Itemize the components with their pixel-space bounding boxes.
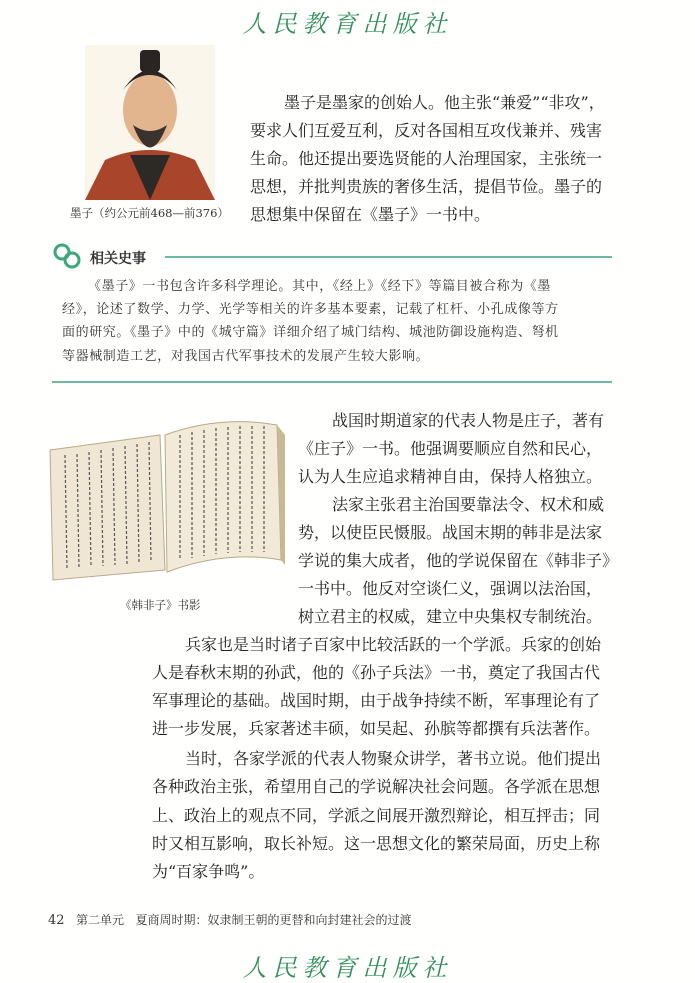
body-line: 兵家也是当时诸子百家中比较活跃的一个学派。兵家的创始 [185,635,602,654]
body-line: 法家主张君主治国要靠法令、权术和威 [332,495,605,514]
unit-title: 夏商周时期：奴隶制王朝的更替和向封建社会的过渡 [135,913,412,927]
related-events-icon [52,242,82,270]
divider [52,381,612,383]
related-line: 经》，论述了数学、力学、光学等相关的许多基本要素，记载了杠杆、小孔成像等方 [62,302,559,317]
hanfeizi-book-image [45,410,285,585]
body-line: 当时，各家学派的代表人物聚众讲学，著书立说。他们提出 [185,749,602,768]
portrait-caption: 墨子（约公元前468—前376） [70,206,229,220]
mozi-portrait [85,45,215,200]
body-line: 上、政治上的观点不同，学派之间展开激烈辩论，相互抨击；同 [152,806,601,825]
para1-line: 生命。他还提出要选贤能的人治理国家，主张统一 [250,149,603,168]
publisher-logo-top: 人民教育出版社 [242,10,453,38]
page-number: 42 [48,913,65,928]
para1-line: 要求人们互爱互利，反对各国相互攻伐兼并、残害 [250,121,603,140]
unit-label: 第二单元 [76,913,125,927]
body-line: 为“百家争鸣”。 [152,862,265,881]
body-line: 认为人生应追求精神自由，保持人格独立。 [298,467,603,486]
body-line: 进一步发展，兵家著述丰硕，如吴起、孙膑等都撰有兵法著作。 [152,719,601,738]
related-line: 等器械制造工艺，对我国古代军事技术的发展产生较大影响。 [62,349,430,364]
para1-line: 思想集中保留在《墨子》一书中。 [250,205,491,224]
body-line: 军事理论的基础。战国时期，由于战争持续不断，军事理论有了 [152,691,601,710]
body-line: 势，以使臣民慑服。战国末期的韩非是法家 [298,523,603,542]
related-events-title: 相关史事 [90,251,146,267]
body-line: 人是春秋末期的孙武，他的《孙子兵法》一书，奠定了我国古代 [152,663,601,682]
body-line: 时又相互影响，取长补短。这一思想文化的繁荣局面，历史上称 [152,834,601,853]
book-caption: 《韩非子》书影 [120,598,201,612]
body-line: 一书中。他反对空谈仁义，强调以法治国， [298,579,603,598]
para1-line: 墨子是墨家的创始人。他主张“兼爱”“非攻”， [284,93,605,112]
page-footer [48,911,411,928]
related-line: 面的研究。《墨子》中的《城守篇》详细介绍了城门结构、城池防御设施构造、弩机 [62,325,559,340]
para1-line: 思想，并批判贵族的奢侈生活，提倡节俭。墨子的 [250,177,603,196]
divider [165,256,612,258]
body-line: 战国时期道家的代表人物是庄子，著有 [332,411,605,430]
body-line: 树立君主的权威，建立中央集权专制统治。 [298,607,603,626]
body-line: 各种政治主张，希望用自己的学说解决社会问题。各学派在思想 [152,777,601,796]
body-line: 《庄子》一书。他强调要顺应自然和民心， [298,439,603,458]
body-line: 学说的集大成者，他的学说保留在《韩非子》 [298,551,619,570]
publisher-logo-bottom: 人民教育出版社 [242,954,453,982]
related-line: 《墨子》一书包含许多科学理论。其中，《经上》《经下》等篇目被合称为《墨 [88,279,552,294]
